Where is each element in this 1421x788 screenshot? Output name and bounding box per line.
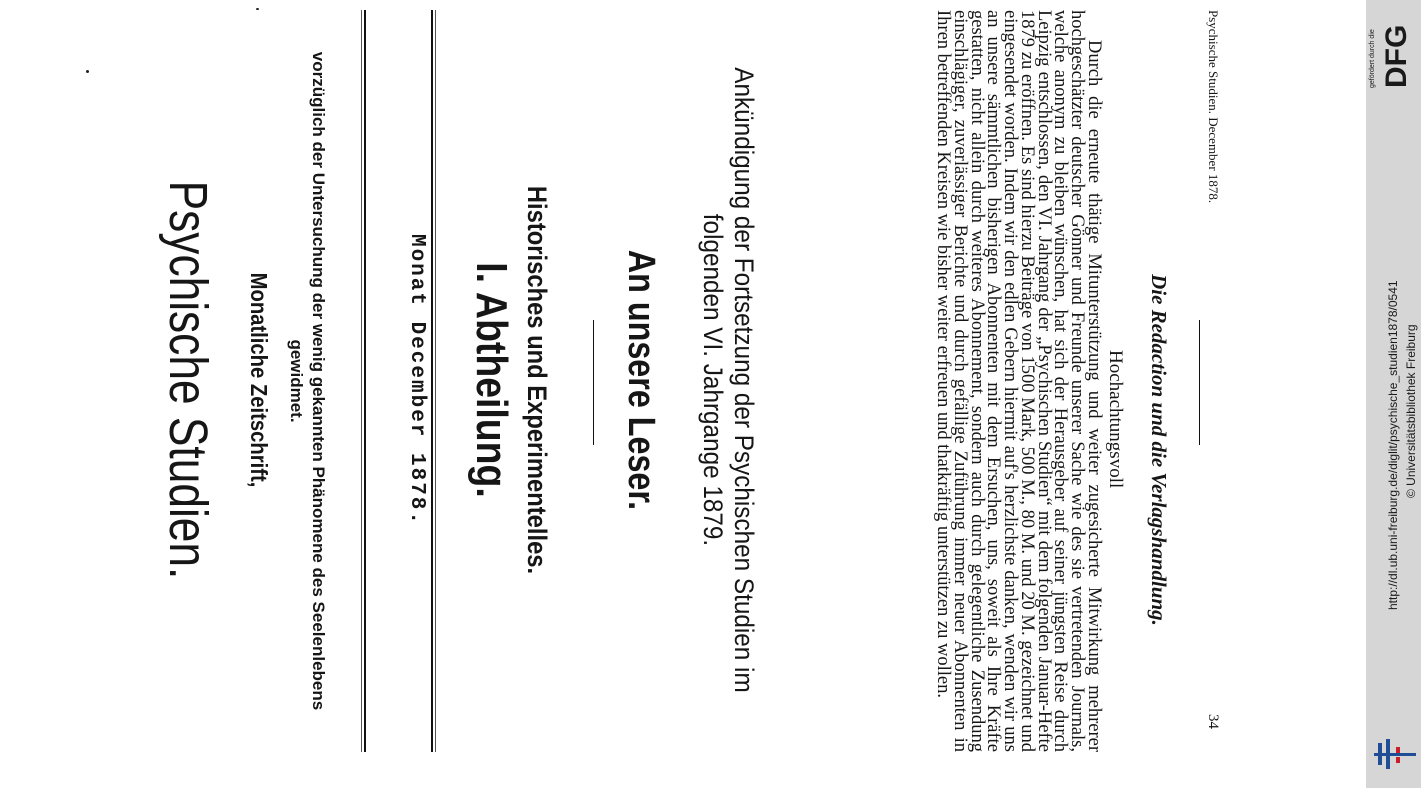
- section-heading: I. Abtheilung.: [467, 262, 516, 498]
- rule-short-bottom: [1199, 320, 1200, 445]
- page-number: 34: [1205, 714, 1221, 729]
- journal-subtitle: Monatliche Zeitschrift,: [246, 272, 272, 488]
- article-body-text: Durch die erneute thätige Mitunterstützung und weiter zugesicherte Mitwirkung mehrerer hochgeschätzter deutscher Gönner und Freunde unserer Sache wie des sie vertretenden Journals, welche anonym zu bleiben wünschen, hat sich der Herausgeber auf seiner jüngsten Reise durch Leipzig entschlossen, den VI. Jahrgang der „Psychischen Studien“ mit dem folgenden Januar-Hefte 1879 zu eröffnen. Es sind hierzu Beiträge von 1500 Mark, 500 M., 80 M. und 20 M. gezeichnet und eingesendet worden. Indem wir den edlen Gebern hiermit auf's herzlichste danken, wenden wir uns an unsere sämmtlichen bisherigen Abonnenten mit dem Ersuchen, uns, soweit als Ihre Kräfte gestatten, nicht allein durch weiteres Abonnement, sondern auch durch gelegentliche Zusendung einschlägiger, zuverlässiger Berichte und durch gefällige Zuführung immer neuer Abonnenten in Ihren betreffenden Kreisen wie bisher weiter erfreuen und thatkräftig unterstützen zu wollen.: [933, 10, 1104, 752]
- dfg-logo-text: DFG: [1380, 24, 1413, 88]
- rule-top-2: [361, 10, 362, 752]
- dfg-emblem-bar: [1374, 753, 1416, 756]
- page-footer: Psychische Studien. December 1878.: [1206, 10, 1221, 204]
- journal-title: Psychische Studien.: [158, 180, 218, 580]
- funding-note: gefördert durch die: [1369, 29, 1376, 88]
- print-speck: [86, 70, 89, 73]
- rule-mid-1: [435, 10, 436, 752]
- article-signature: Die Redaction und die Verlagshandlung.: [1147, 274, 1171, 626]
- dfg-emblem-icon: [1372, 735, 1418, 775]
- permalink-url[interactable]: http://dl.ub.uni-freiburg.de/diglit/psychische_studien1878/0541: [1386, 280, 1400, 610]
- rule-mid-2: [431, 10, 433, 752]
- dfg-emblem-accent: [1396, 757, 1400, 763]
- copyright-note: © Universitätsbibliothek Freiburg: [1404, 324, 1418, 498]
- rule-short-top: [593, 320, 594, 445]
- issue-month: Monat December 1878.: [405, 233, 428, 527]
- journal-dedication: vorzüglich der Untersuchung der wenig gekannten Phänomene des Seelenlebens gewidmet.: [287, 51, 328, 711]
- article-closing: Hochachtungsvoll: [1105, 350, 1126, 489]
- article-title: An unsere Leser.: [620, 249, 662, 511]
- section-subheading: Historisches und Experimentelles.: [522, 185, 552, 575]
- rule-top-1: [364, 10, 366, 752]
- article-announcement: Ankündigung der Fortsetzung der Psychischen Studien im folgenden VI. Jahrgange 1879.: [698, 67, 759, 693]
- dfg-emblem-accent: [1396, 747, 1400, 753]
- print-speck: [256, 8, 259, 10]
- article-body: [935, 10, 1103, 752]
